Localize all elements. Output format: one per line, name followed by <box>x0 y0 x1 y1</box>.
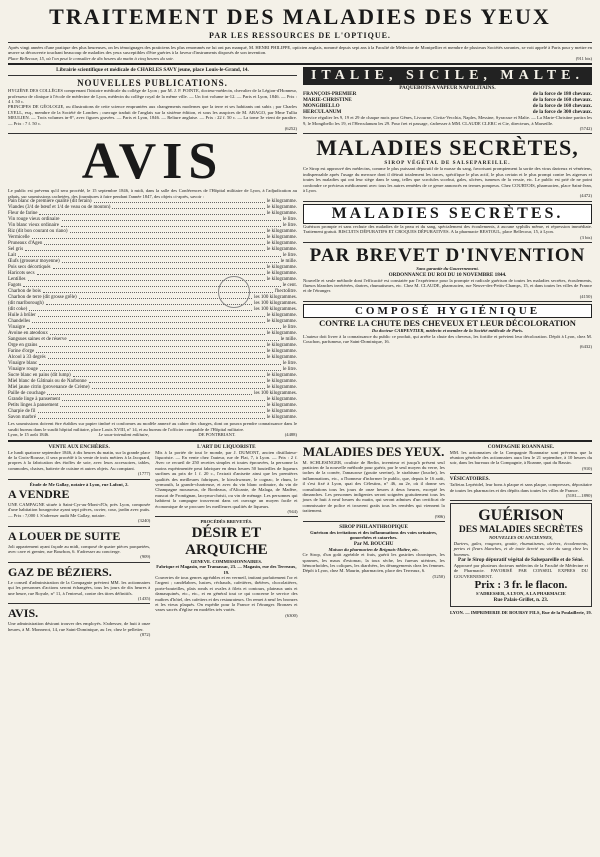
avis-item-name: Charpie de fil <box>8 409 36 415</box>
right-column <box>303 67 592 437</box>
avis-item-unit: le kilogramme. <box>266 373 297 379</box>
avis2-title: AVIS. <box>8 606 39 621</box>
leader-dots <box>29 307 252 311</box>
avis-item-unit: le kilogramme. <box>266 397 297 403</box>
newspaper-page <box>8 4 592 849</box>
leader-dots <box>73 373 265 377</box>
leader-dots <box>53 265 265 269</box>
avis-date: Lyon, le 15 août 1846. <box>8 432 50 438</box>
leader-dots <box>39 343 264 347</box>
leader-dots <box>27 325 281 329</box>
lower-col-2 <box>155 444 297 638</box>
avis-item-unit: les 100 kilogrammes. <box>254 295 297 301</box>
ship-name: HERCULANUM <box>303 109 342 116</box>
italie-band: ITALIE, SICILE, MALTE. <box>303 67 592 85</box>
divider <box>8 63 592 65</box>
avis-item-name: Paille de couchage <box>8 391 46 397</box>
avis-item-name: Huile à brûler <box>8 313 36 319</box>
avis-item-unit: le kilogramme. <box>266 349 297 355</box>
avis-item-unit: le litre. <box>282 361 297 367</box>
ship-power: de la force de 160 chevaux. <box>532 97 592 104</box>
avis-item-unit: le kilogramme. <box>266 403 297 409</box>
avis-item-name: Lentilles <box>8 277 26 283</box>
avis-item-unit: les 100 kilogrammes. <box>254 307 297 313</box>
sirop-text: Ce Sirop, d'un goût agréable et frais, guérit les gastrites chroniques, les spasmes, les maux d'estomac, la toux sèche, les fureurs utérines, les hémorrhoïdes, les coliques, les diarrhées, les dérangements chez les femmes. Dépôt à Lyon, chez M. Maurin, pharmacien, place des Terreaux, 6. <box>302 552 445 574</box>
avis-signature <box>8 432 297 437</box>
desir-label: PROCÉDÉS BREVETÉS. <box>200 519 253 525</box>
avis-item-name: Riz (dit bon courant ou riano) <box>8 229 68 235</box>
sirop-address: Maison du pharmacien de Brignais-Maître, etc. <box>328 546 419 552</box>
avis-item-name: Orge en grains <box>8 343 38 349</box>
avis-item-unit: le kilogramme. <box>266 355 297 361</box>
avis-item-unit: le kilogramme. <box>266 199 297 205</box>
vesicatoires-text: Taffetas Lepéridel, leur bons à plaque et sans plaque, compresses, dépositaire de toutes les pharmacies et des dépôts dans toutes les villes de France. <box>449 482 592 493</box>
geologie-entry: PRINCIPES DE GÉOLOGIE, ou illustrations de cette science empruntées aux changements modernes que la terre et ses habitants ont subis ; par Charles LYELL, esq., membre de la Société de Londres ; ouvrage traduit de l'anglais sur la sixième édition, et sous les auspices de M. ARAGO, par Mme Tullia MEULIEN. — Trois volumes in-8°, avec figures gravées. — Paris et Lyon, 1846. — Reliure anglaise. — Prix : 22 f. 50 c. — La tome 3e vient de paraître. — Prix : 7 f. 50 c. <box>8 104 297 126</box>
intro-paragraph: Après vingt années d'une pratique des plus heureuses, on les témoignages des praticiens les plus renommés ne lui ont pas manqué, M. HENRI PHILIPPE, opticien anglais, nommé depuis sept ans à la Faculté de Médecine de Montpellier et membre de plusieurs Sociétés savantes, se voit appelé à Paris pour y mettre en œuvre sa découverte touchant beaucoup de maladies des yeux susceptibles d'être guéries à la faveur d'instruments disposés de son invention. <box>8 45 592 56</box>
lower-col-4 <box>450 444 592 638</box>
avis-item-unit: le kilogramme. <box>266 277 297 283</box>
leader-dots <box>94 199 265 203</box>
lower-col-1 <box>8 444 150 638</box>
avis-item-name: Avoine en ateodoux <box>8 331 48 337</box>
divider <box>450 473 592 474</box>
divider <box>303 242 592 243</box>
desir-ref: (6300) <box>285 612 298 618</box>
avis2-ref: (872) <box>140 632 151 638</box>
avis-item-name: (dit marlborough) <box>8 301 44 307</box>
leader-dots <box>60 403 264 407</box>
avis-item-name: Pruneaux d'Agen <box>8 241 43 247</box>
leader-dots <box>112 205 264 209</box>
desir-subtitle: GENEVE. COMMISSIONNAIRES. <box>190 558 263 564</box>
avis-item-unit: le litre. <box>282 217 297 223</box>
divider <box>8 440 592 442</box>
avis-item-row <box>8 415 297 421</box>
vesicatoires-title: VÉSICATOIRES. <box>449 476 490 483</box>
divider <box>8 603 150 604</box>
paquebots-title: PAQUEBOTS A VAPEUR NAPOLITAINS. <box>399 85 496 92</box>
guerison-box <box>450 503 592 606</box>
guerison-title: GUÉRISON <box>478 507 564 525</box>
intro-ref: (911 bis) <box>575 55 592 61</box>
leader-dots <box>62 217 281 221</box>
leader-dots <box>44 241 264 245</box>
guerison-address: S'ADRESSER, A LYON, A LA PHARMACIE <box>475 591 566 597</box>
ship-name: FRANÇOIS-PREMIER <box>303 91 357 98</box>
upper-columns <box>8 67 592 437</box>
brevet-ref: (4150) <box>579 293 592 299</box>
divider <box>303 301 592 302</box>
avis-item-unit: le litre. <box>282 223 297 229</box>
avis-item-unit: le kilogramme. <box>266 379 297 385</box>
avis-item-name: Chandelles <box>8 319 31 325</box>
compose-title: COMPOSÉ HYGIÉNIQUE <box>303 304 592 318</box>
leader-dots <box>62 397 265 401</box>
leader-dots <box>40 367 281 371</box>
leader-dots <box>47 391 252 395</box>
avis-item-unit: le kilogramme. <box>266 205 297 211</box>
avis-item-unit: le kilogramme. <box>266 271 297 277</box>
sirop-author: Par M. BOUCHU <box>353 540 394 547</box>
leader-dots <box>38 415 265 419</box>
avis-item-unit: le kilogramme. <box>266 211 297 217</box>
yeux-title: MALADIES DES YEUX. <box>302 443 445 459</box>
desir-address: Fabrique et Magasin, rue Tramassac, 23. — Magasin, rue des Terreaux, 19. <box>156 564 297 575</box>
avis-item-name: Viandes (3/4 de bœuf et 1/4 de veau ou de mouton) <box>8 205 111 211</box>
compose-author: Du docteur CARPENTIER, médecin et membre de la Société médicale de Paris. <box>371 328 524 334</box>
avis-item-name: Charbon de terre (dit grosse grêle) <box>8 295 77 301</box>
leader-dots <box>36 349 265 353</box>
avis-item-name: Alcool à 33 degrés <box>8 355 46 361</box>
avis-item-name: Vinaigre rouge <box>8 367 38 373</box>
avis-item-unit: le litre. <box>282 325 297 331</box>
ventes-text: Le lundi quatorze septembre 1846, à dix heures du matin, sur la grande place de la Croix-Rousse, il sera procédé à la vente de trois métiers à la Jacquard, propres à la fabrication des étoffes de soie, avec leurs accessoires, tables, commodes, chaises, batterie de cuisine et autres objets. Au comptant. <box>8 449 151 471</box>
avis-signer: DE PONTBRIANT. <box>198 432 236 438</box>
avis-item-name: Lait <box>8 253 17 259</box>
avis-item-name: Pain blanc de première qualité (dit ferain) <box>8 199 92 205</box>
maladies2-title: MALADIES SECRÈTES. <box>303 204 592 224</box>
divider <box>303 521 445 522</box>
ship-name: MONGIBELLO <box>303 103 340 110</box>
avis2-text: Une administration désirant trouver des employés. S'adresser, de huit à onze heures, à M. Monnerot, 14, rue Saint-Dominique, au 1er, chez le pelletier. <box>8 621 151 632</box>
louer-text: Joli appartement ayant façade au midi, composé de quatre pièces parquetées, avec cave et grenier, rue Bourbon, 6. S'adresser au concierge. <box>8 543 151 554</box>
leader-dots <box>32 319 265 323</box>
leader-dots <box>37 271 265 275</box>
paquebots-ref: (5742) <box>579 126 592 132</box>
avis-item-name: Pois secs décortiqués <box>8 265 51 271</box>
avis-item-name: Vermicelle <box>8 235 30 241</box>
compose-ref: (6432) <box>579 344 592 350</box>
imprint: LYON. — IMPRIMERIE DE BOURSY FILS, Rue de la Poulaillerie, 19. <box>449 609 592 615</box>
gaz-text: Le conseil d'administration de la Compagnie prévient MM. les actionnaires qui les personnes d'actions seront échangées, tous les jours de dix heures à une heure, rue Royale, n° 11, à l'entresol, contre des titres définitifs. <box>8 579 151 596</box>
divider <box>450 500 592 501</box>
avis-item-name: (dit coke) <box>8 307 28 313</box>
avis-item-name: Haricots secs <box>8 271 35 277</box>
divider <box>8 75 297 76</box>
leader-dots <box>38 313 265 317</box>
leader-dots <box>25 247 265 251</box>
divider <box>8 479 150 480</box>
yeux-ref: (906) <box>434 513 445 519</box>
avis-item-name: Vinaigre blanc <box>8 361 38 367</box>
avis-item-name: Savon marbré <box>8 415 36 421</box>
avis-item-unit: le kilogramme. <box>266 247 297 253</box>
librairie-header: Librairie scientifique et médicale de CHARLES SAVY jeune, place Louis-le-Grand, 14. <box>56 67 249 74</box>
avis-item-name: Vin rouge vieux ordinaire <box>8 217 60 223</box>
masthead <box>8 4 592 43</box>
louer-title: A LOUER DE SUITE <box>8 528 121 543</box>
brevet-title: PAR BREVET D'INVENTION <box>309 245 586 267</box>
desir-title: DÉSIR ET ARQUICHE <box>185 524 268 558</box>
avis-item-name: Fagots <box>8 283 22 289</box>
yeux-text: M. SCHLESINGER, oculiste de Berlin, inventeur et jusqu'à présent seul praticien de la nouvelle méthode pour guérir, par le seul moyen du verre, les taches de la cornée, l'amaurose (goutte sereine), le strabisme (louche), les inflammations, etc., a l'honneur d'informer le public, que, depuis le 16 août, il s'est fixé à Lyon, quai des Célestins, n° 46, au 2e, où il donne ses consultations tous les jours de onze heures à deux heures, excepté les dimanches. Les personnes indigentes seront soignées gratuitement tous les jours de huit à neuf heures du matin, qui seront admises d'un certificat de commissaire de police et trouvent gratis tous les remèdes qui viennent la traitement. <box>302 459 445 514</box>
avis-item-unit: le cent. <box>282 283 297 289</box>
guerison-subtitle2: NOUVELLES OU ANCIENNES, <box>488 535 553 541</box>
intro-address: Place Bellecour, 15, où l'on peut le consulter de dix heures du matin à cinq heures du soir. <box>8 55 174 61</box>
avis-item-name: Vinaigre <box>8 325 26 331</box>
guerison-address2: Rue Palais-Grillet, n. 23. <box>493 596 549 603</box>
guerison-sirop: Par le Sirop dépuratif végétal de Salsepareille et de Séné. <box>458 556 584 563</box>
avis-signer-role: Le sous-intendant militaire, <box>98 432 150 438</box>
leader-dots <box>50 331 265 335</box>
avis-item-unit: le kilogramme. <box>266 265 297 271</box>
avis-title: AVIS <box>81 133 224 191</box>
maladies1-subtitle: SIROP VÉGÉTAL DE SALSEPAREILLE. <box>384 160 511 167</box>
guerison-text: Dartres, gales, rougeurs, goutte, rhumatismes, ulcères, écoulements, pertes et fleurs blanches, et de toute âcreté ou vice du sang chez les hommes. <box>453 540 588 557</box>
avis-item-name: Œufs (grosseur moyenne) <box>8 259 60 265</box>
intro-footer <box>8 56 592 61</box>
hygiene-entry: HYGIÈNE DES COLLÈGES comprenant l'histoire médicale du collège de Lyon ; par M. J. P. POINTE, docteur-médecin, chevalier de la Légion-d'Honneur, professeur de clinique à l'école de médecine de Lyon, médecin du collège royal de la même ville. — Un fort volume in-12. — Paris et Lyon, 1846. — Prix : 4 f. 50 c. <box>8 88 297 105</box>
avis-item-name: Farine d'orge <box>8 349 35 355</box>
leader-dots <box>89 379 265 383</box>
avis-item-unit: le mille. <box>280 337 297 343</box>
divider <box>8 526 150 527</box>
nouvelles-title: NOUVELLES PUBLICATIONS. <box>77 78 228 89</box>
avis-item-unit: le kilogramme. <box>266 331 297 337</box>
vendre-ref: (3240) <box>138 518 151 524</box>
ship-power: de la force de 180 chevaux. <box>532 91 592 98</box>
geologie-ref: (6252) <box>284 126 297 132</box>
avis-footer: Les soumissions doivent être établies sur papier timbré et conformes au modèle annexé au cahier des charges, dont on pourra prendre connaissance dans le susdit bureau dans le susdit hôpital militaire, place Louis XVIII, nº 14, et au bureau de l'officier comptable de l'Hôpital militaire. <box>8 421 297 432</box>
sirop-subtitle: Guérison des irritations et des inflammations des voies urinaires, gonorrhées et catarrhes. <box>310 529 438 541</box>
avis-item-unit: le kilogramme. <box>266 409 297 415</box>
divider <box>303 201 592 202</box>
stamp-seal-icon <box>218 276 250 308</box>
guerison-text2: Approuvé par plusieurs docteurs médecins de la Faculté de Médecine et de Pharmacie. FAVORISÉ PAR CONSEIL EXPRES DU GOUVERNEMENT. <box>453 562 588 579</box>
ship-power: de la force de 300 chevaux. <box>532 109 592 116</box>
avis-item-unit: les 100 kilogrammes. <box>254 301 297 307</box>
compose-subtitle: CONTRE LA CHUTE DES CHEVEUX ET LEUR DÉCOLORATION <box>319 318 576 329</box>
maladies1-ref: (4472) <box>579 193 592 199</box>
avis-item-name: Fleur de farine <box>8 211 38 217</box>
guerison-subtitle: DES MALADIES SECRÈTES <box>458 525 583 536</box>
ship-name: MARIE-CHRISTINE <box>303 97 352 104</box>
avis-item-unit: le kilogramme. <box>266 235 297 241</box>
gaz-ref: (1435) <box>138 596 151 601</box>
desir-text: Couvertes de tous genres agréables et en vermeil, imitant parfaitement l'or et l'argent ; candélabres, lustres, réchauds, cafetières, théières, chocolatières, porte-bouteilles, plats ronds et ovales à filets et contours, plateaux unis et damasquinés, etc., etc., et en général tout ce qui concerne le service des maîtres d'hôtel, des cafetiers et des restaurateurs. On remet à neuf les bronzes et les vieux plaqués. On expédie pour la France et l'étranger. Bronzes et vases sacrés d'église en modèles très variés. <box>155 575 298 613</box>
maladies1-text: Ce Sirop est approuvé des médecins, comme le plus puissant dépuratif de la masse du sang, favorisant promptement la sortie des virus dartreux et vénériens, indispensable après l'usage du mercure dont il détruit totalement les traces, spécifique le plus actif, le plus certain et le plus prompt contre les aigreurs et toutes les maladies qui ont leur siège dans le sang, telles que scrofules scorbut, gales, ulcères, tumeurs de la vessie, etc. Le public est prié de ne point confondre ce précieux médicament avec tous les autres remèdes de ce genre annoncés en termes pompeux. Chez COURTOIS, pharmacien, place Saint-Jean, à Lyon. <box>303 166 592 194</box>
avis-item-name: Sel gris <box>8 247 24 253</box>
leader-dots <box>32 235 265 239</box>
paquebots-text: Service régulier les 9, 19 et 29 de chaque mois pour Gênes, Livourne, Civita-Vecchia, Naples, Messine, Syracuse et Malte. — La Marie-Christine partira les 9, le Mongibello les 19, et l'Herculanum les 29. Pour fret et passage, s'adresser à MM. CLAUDE CLERC et Cie, directeurs, à Marseille. <box>303 115 592 126</box>
ventes-title: VENTE AUX ENCHÈRES. <box>48 443 110 450</box>
page-title: TRAITEMENT DES MALADIES DES YEUX <box>49 4 551 29</box>
avis-item-name: Petits linges à pansement <box>8 403 59 409</box>
maladies2-text: Guérison prompte et sans rechute des maladies de la peau et du sang, spécialement des écoulements, à aucune syphilis même, et répression immédiate. Traitement gratuit. BISCUITS DÉPURATIFS ET CROQUES DÉPURATIVES. A la pharmacie RESTOUL, place Bellecour, 15, à Lyon. <box>303 223 592 235</box>
leader-dots <box>62 259 279 263</box>
divider <box>8 562 150 563</box>
leader-dots <box>18 253 281 257</box>
leader-dots <box>39 211 264 215</box>
vendre-title: A VENDRE <box>8 486 70 501</box>
divider <box>303 133 592 134</box>
avis-item-unit: le mille. <box>280 259 297 265</box>
avis-item-unit: le kilogramme. <box>266 343 297 349</box>
liquoriste-ref: (944) <box>287 508 298 514</box>
maladies2-ref: (3 bis) <box>580 234 592 240</box>
avis-item-unit: le kilogramme. <box>266 319 297 325</box>
avis-item-unit: le litre. <box>282 367 297 373</box>
sirop-title: SIROP PHILANTHROPIQUE <box>339 523 408 530</box>
avis-item-name: Miel jaune citrin (provenance de Crème) <box>8 385 90 391</box>
divider <box>155 516 297 517</box>
avis-item-unit: le kilogramme. <box>266 385 297 391</box>
leader-dots <box>69 337 279 341</box>
left-column <box>8 67 297 437</box>
liquoriste-title: L'ART DU LIQUORISTE <box>197 443 256 450</box>
leader-dots <box>92 385 265 389</box>
avis-item-name: Sangsues saines et de réserve <box>8 337 67 343</box>
ship-power: de la force de 160 chevaux. <box>532 103 592 110</box>
vendre-label: Étude de Me Gallay, notaire à Lyon, rue Lafont, 2. <box>29 481 129 487</box>
brevet-ordonnance: ORDONNANCE DU ROI DU 10 NOVEMBRE 1844. <box>388 271 507 278</box>
vendre-text: UNE CAMPAGNE située à Saint-Cyr-au-Mont-d'Or, près Lyon, composée d'une habitation bourgeoise ayant sept pièces, cuvier, cour, jardin avec puits. — Prix : 7,000 f. S'adresser audit Me Gallay, notaire. <box>8 501 151 518</box>
compose-text: L'auteur doit livrer à la connaissance du public ce produit, qui arrête la chute des cheveux, les fortifie et prévient leur décoloration. Dépôt à Lyon, chez M. Couchon, parfumeur, rue Saint-Dominique, 16. <box>303 333 592 344</box>
louer-ref: (909) <box>140 554 151 560</box>
lower-columns <box>8 444 592 638</box>
avis-item-unit: le kilogramme. <box>266 415 297 421</box>
leader-dots <box>61 223 281 227</box>
leader-dots <box>70 229 265 233</box>
roannaise-ref: (910) <box>582 465 592 471</box>
avis-item-name: Grande linge à pansement <box>8 397 61 403</box>
avis-item-name: Miel blanc de Gâtinais ou de Narbonne <box>8 379 87 385</box>
avis-item-name: Charbon de bois <box>8 289 41 295</box>
roannaise-text: MM. les actionnaires de la Compagnie Roannaise sont prévenus que la réunion générale des actionnaires aura lieu le 21 septembre, à 10 heures du soir, dans les bureaux de la Compagnie, à Roanne, quai du Bassin. <box>449 449 592 466</box>
avis-items-list <box>8 199 297 421</box>
avis-ref: (4488) <box>284 432 297 438</box>
lower-col-3 <box>303 444 445 638</box>
avis-item-unit: l'hectolitre. <box>274 289 297 295</box>
page-subtitle: PAR LES RESSOURCES DE L'OPTIQUE. <box>209 31 391 40</box>
ships-list <box>303 91 592 115</box>
liquoriste-text: Mis à la portée de tout le monde, par J. DUMONT, ancien distillateur-liquoriste. — En vente chez l'auteur, rue de Flat, 7, à Lyon. — Prix : 2 f. Avec ce recueil de 250 recettes simples et toutes éprouvées, la personne la moins expérimentée peut fabriquer en deux heures 50 bouteilles de liqueurs surfines au prix de 1 f. 20 c., l'extrait d'anisette ainsi que les premières qualités des meilleures fabriques, le kirschwasser, le cognac, le rhum, le vermouth, la grande-chartreuse, et avec du vin blanc ordinaire, du vin de Champagne mousseux, de Bordeaux, d'Alicante, de Malaga, de Madère, muscat de Frontignan, lacryma-christi, ou vin de ménage. Les personnes qui habitent la campagne trouveront dans cet ouvrage un moyen facile et économique de se procurer les meilleures qualités de liqueurs. <box>155 449 298 509</box>
gaz-title: GAZ DE BÉZIERS. <box>8 564 112 579</box>
avis-item-unit: le litre. <box>282 253 297 259</box>
avis-item-unit: le kilogramme. <box>266 313 297 319</box>
ventes-ref: (1777) <box>138 471 151 477</box>
avis-item-unit: les 100 kilogrammes. <box>254 391 297 397</box>
maladies1-title: MALADIES SECRÈTES, <box>316 135 579 161</box>
avis-item-name: Sucre blanc en pains (dit lump) <box>8 373 71 379</box>
roannaise-title: COMPAGNIE ROANNAISE. <box>487 443 554 450</box>
avis-item-unit: le kilogramme. <box>266 229 297 235</box>
vesicatoires-ref: (5181—1890) <box>565 492 592 498</box>
avis-item-unit: le kilogramme. <box>266 241 297 247</box>
avis-text: Le public est prévenu qu'il sera procédé, le 15 septembre 1846, à midi, dans la salle des Conférences de l'Hôpital militaire de Lyon, à l'adjudication au rabais, sur soumissions cachetées, des fournitures à faire pendant l'année 1847, des objets ci-après, savoir : <box>8 188 297 199</box>
sirop-ref: (5250) <box>432 573 445 579</box>
brevet-text: Nouvelle et seule méthode dont l'efficacité est constatée par l'expérience pour la prompte et radicale guérison de toutes les maladies secrètes, écoulements, flueurs blanches invétérées, dartres, rhumatismes, etc. Chez M. CLAUDE, pharmacien, rue Neuve-des-Petits-Champs, 15, et dans toutes les villes de France et de l'étranger. <box>303 277 592 294</box>
guerison-price: Prix : 3 fr. le flacon. <box>474 579 568 592</box>
leader-dots <box>38 409 265 413</box>
avis-item-name: Vin blanc vieux ordinaire <box>8 223 59 229</box>
leader-dots <box>39 361 281 365</box>
brevet-subtitle: Sans garantie du Gouvernement. <box>416 266 479 272</box>
leader-dots <box>48 355 265 359</box>
